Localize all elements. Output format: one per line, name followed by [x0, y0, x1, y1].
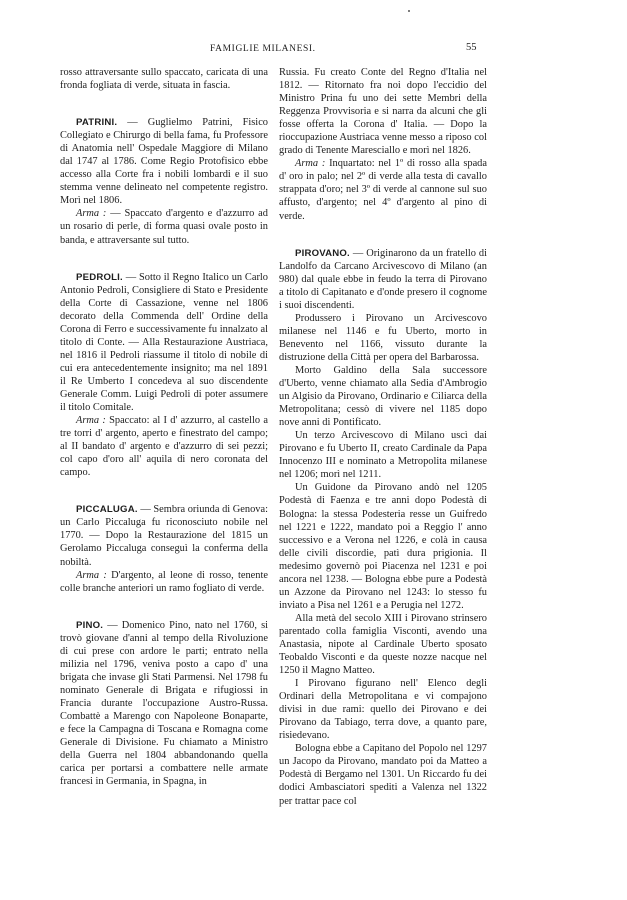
entry-pirovano: [279, 247, 487, 808]
arma-label: Arma :: [76, 415, 106, 427]
arma-label: Arma :: [76, 569, 107, 581]
continuation-text: Russia. Fu creato Conte del Regno d'Italia nel 1812. — Ritornato fra noi dopo l'eccidio del Ministro Prina fu uno dei sette Membri della Reggenza Provvisoria e si narra da alcuni che gli fosse offerta la Corona d' Italia. — Dopo la rioccupazione Austriaca venne messo a riposo col grado di Tenente Maresciallo e morì nel 1826.: [279, 67, 487, 157]
paragraph: Morto Galdino della Sala successore d'Uberto, venne chiamato alla Sedia d'Ambrogio un Algisio da Pirovano, Ordinario e Ciliarca della Metropolitana; cessò di vivere nel 1185 dopo nove anni di Pontificato.: [279, 364, 487, 429]
left-column: [60, 66, 268, 788]
paragraph: Bologna ebbe a Capitano del Popolo nel 1297 un Jacopo da Pirovano, mandato poi da Matteo a Podestà di Bergamo nel 1301. Un Riccardo fu dei dodici Ambasciatori spediti a Valenza nel 1322 per trattar pace col: [279, 743, 487, 807]
entry-text: — Sotto il Regno Italico un Carlo Antonio Pedroli, Consigliere di Stato e Presidente della Corte di Cassazione, venne nel 1806 decorato della Commenda dell' Ordine della Corona di Ferro e successivamente fu innalzato al titolo di Conte. — Alla Restaurazione Austriaca, nel 1816 il Pedroli riassume il titolo di nobile di cui era antecedentemente insignito; ma nel 1891 il Re Umberto I concedeva al suo discendente Generale Comm. Luigi Pedroli di poter assumere il titolo Comitale.: [60, 271, 268, 414]
entry-text: — Guglielmo Patrini, Fisico Collegiato e Chirurgo di bella fama, fu Professore di Anatomia nell' Ospedale Maggiore di Milano dal 1747 al 1786. Come Regio Protofisico ebbe accesso alla Corte fra i nobili lombardi e il suo stemma venne delineato nel competente registro. Morì nel 1806.: [60, 117, 268, 207]
arma-text: Spaccato: al I d' azzurro, al castello a tre torri d' argento, aperto e finestrato del campo; al II bandato d' argento e d'azzurro di sei pezzi; col capo d'oro all' aquila di nero coronata del campo.: [60, 415, 268, 479]
continuation-text: rosso attraversante sullo spaccato, caricata di una fronda fogliata di verde, situata in fascia.: [60, 67, 268, 92]
paragraph: Un Guidone da Pirovano andò nel 1205 Podestà di Faenza e tre anni dopo Podestà di Bologna: la stessa Podesteria resse un Guifredo nel 1221 e 1222, mandato poi a Reggio l' anno successivo e a Verona nel 1226, e colà in causa delle civili discordie, patì dura prigionia. Il medesimo governò poi Piacenza nel 1231 e poi ancora nel 1238. — Bologna ebbe pure a Podestà un Azzone da Pirovano nel 1243: lo stesso fu inviato a Pisa nel 1261 e a Perugia nel 1272.: [279, 482, 487, 611]
right-column: [279, 66, 487, 808]
printing-speck: [408, 10, 410, 12]
paragraph: I Pirovano figurano nell' Elenco degli Ordinari della Metropolitana e vi compajono divisi in due rami: quello dei Pirovano e dei Pirovano da Tabiago, terra dove, a quanto pare, risiedevano.: [279, 678, 487, 742]
entry-surname: PINO.: [76, 619, 104, 631]
entry-surname: PIROVANO.: [295, 247, 350, 259]
entry-text: — Domenico Pino, nato nel 1760, si trovò giovane d'anni al tempo della Rivoluzione di cui prese con ardore le parti; entrato nella milizia nel 1796, veniva posto a capo d' una brigata che invase gli Stati Parmensi. Nel 1798 fu nominato Generale di Brigata e rifugiossi in Francia durante l'occupazione Austro-Russa. Combattè a Marengo con Napoleone Bonaparte, e fece la Campagna di Toscana e Romagna come Generale di Divisione. Fu chiamato a Ministro della Guerra nel 1804 abbandonando quella carica per portarsi a combattere nelle armate francesi in Germania, in Spagna, in: [60, 619, 268, 788]
entry-piccaluga: [60, 503, 268, 594]
paragraph: Produssero i Pirovano un Arcivescovo milanese nel 1146 e fu Uberto, morto in Benevento nel 1166, vissuto durante la distruzione della Città per opera del Barbarossa.: [279, 312, 487, 363]
entry-text: — Sembra oriunda di Genova: un Carlo Piccaluga fu riconosciuto nobile nel 1770. — Dopo la Restaurazione del 1815 un Gerolamo Piccaluga conseguì la conferma della nobiltà.: [60, 504, 268, 568]
page-number: 55: [466, 42, 477, 53]
arma-label: Arma :: [295, 158, 326, 170]
paragraph: Alla metà del secolo XIII i Pirovano strinsero parentado colla famiglia Visconti, avendo una Anastasia, nipote al Cardinale Uberto sposato Teobaldo Visconti e da queste nozze nacque nel 1250 il Magno Matteo.: [279, 612, 487, 677]
arma-text: — Spaccato d'argento e d'azzurro ad un rosario di perle, di forma quasi ovale posto in banda, e attraversante sul tutto.: [60, 208, 268, 246]
entry-pino: [60, 619, 268, 789]
entry-surname: PEDROLI.: [76, 271, 123, 283]
entry-text: — Originarono da un fratello di Landolfo da Carcano Arcivescovo di Milano (an 980) dal quale ebbe in feudo la terra di Pirovano a titolo di Capitanato e d'onde presero il cognome i suoi discendenti.: [279, 247, 487, 311]
arma-text: Inquartato: nel 1º di rosso alla spada d' oro in palo; nel 2º di verde alla testa di cavallo strappata d'oro; nel 3º di verde al cannone sul suo affusto, d'argento; nel 4º d'argento al pino di verde.: [279, 158, 487, 222]
entry-surname: PICCALUGA.: [76, 504, 138, 516]
arma-label: Arma :: [76, 208, 107, 220]
arma-text: D'argento, al leone di rosso, tenente colle branche anteriori un ramo fogliato di verde.: [60, 569, 268, 594]
entry-pedroli: [60, 271, 268, 480]
paragraph: Un terzo Arcivescovo di Milano uscì dai Pirovano e fu Uberto II, creato Cardinale da Papa Innocenzo III e nominato a Metropolita milanese nel 1206; morì nel 1211.: [279, 430, 487, 481]
running-title: FAMIGLIE MILANESI.: [210, 44, 316, 54]
entry-patrini: [60, 116, 268, 246]
entry-surname: PATRINI.: [76, 117, 118, 129]
